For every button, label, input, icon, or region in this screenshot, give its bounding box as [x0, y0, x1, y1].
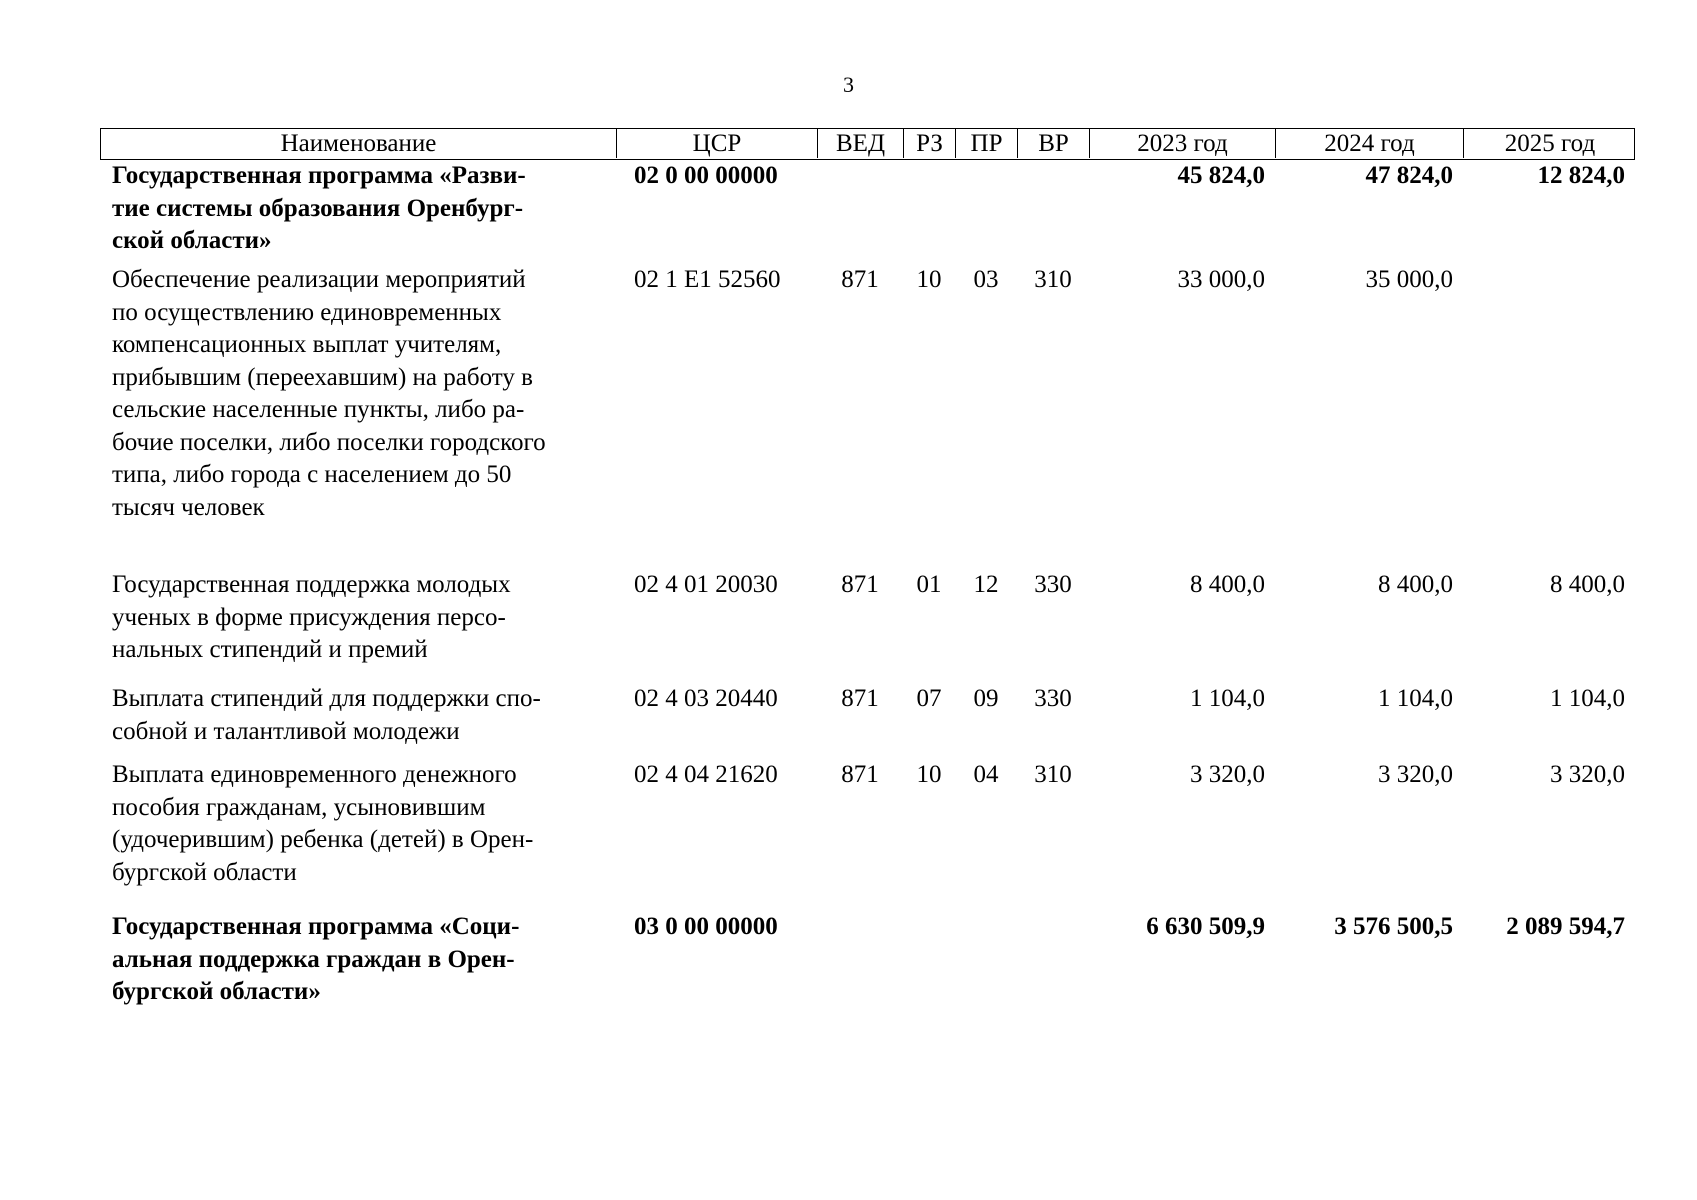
row-rz: 10: [916, 761, 942, 788]
row-vr: 330: [1034, 685, 1072, 712]
row-csr: 02 0 00 00000: [634, 162, 778, 189]
row-ved: 871: [841, 761, 879, 788]
row-ved: [817, 911, 903, 1015]
row-rz: 10: [916, 266, 942, 293]
table-row: [100, 160, 1635, 264]
row-vr: 310: [1034, 266, 1072, 293]
row-csr: 02 4 04 21620: [634, 761, 778, 788]
row-2023: 8 400,0: [1190, 571, 1265, 598]
row-pr: [955, 160, 1017, 264]
row-2023: 1 104,0: [1190, 685, 1265, 712]
row-2025: 8 400,0: [1550, 571, 1625, 598]
budget-table: [100, 128, 1635, 1015]
row-2024: 3 320,0: [1378, 761, 1453, 788]
row-rz: [903, 911, 955, 1015]
table-row: [100, 569, 1635, 683]
row-2024: 1 104,0: [1378, 685, 1453, 712]
row-2025: 1 104,0: [1550, 685, 1625, 712]
row-name: Государственная программа «Разви- тие системы образования Оренбург- ской области»: [112, 162, 526, 254]
row-vr: [1017, 911, 1089, 1015]
row-pr: 04: [973, 761, 999, 788]
header-vr: ВР: [1018, 129, 1090, 158]
row-ved: [817, 160, 903, 264]
row-rz: [903, 160, 955, 264]
row-2023: 3 320,0: [1190, 761, 1265, 788]
row-2024: 35 000,0: [1365, 266, 1453, 293]
row-2024: 47 824,0: [1365, 162, 1453, 189]
header-2024: 2024 год: [1276, 129, 1464, 158]
row-2024: 8 400,0: [1378, 571, 1453, 598]
row-2025: [1463, 264, 1635, 569]
page-number: 3: [843, 72, 854, 97]
table-row: [100, 911, 1635, 1015]
row-rz: 07: [916, 685, 942, 712]
header-csr: ЦСР: [617, 129, 818, 158]
row-2023: 6 630 509,9: [1146, 913, 1265, 940]
row-vr: 330: [1034, 571, 1072, 598]
row-name: Государственная поддержка молодых ученых в форме присуждения персо- нальных стипендий и премий: [112, 571, 511, 663]
row-csr: 02 1 E1 52560: [634, 266, 781, 293]
row-pr: 12: [973, 571, 999, 598]
row-vr: 310: [1034, 761, 1072, 788]
row-pr: [955, 911, 1017, 1015]
row-name: Государственная программа «Соци- альная поддержка граждан в Орен- бургской области»: [112, 913, 520, 1005]
header-2025: 2025 год: [1504, 130, 1596, 157]
row-2023: 33 000,0: [1177, 266, 1265, 293]
table-row: [100, 683, 1635, 759]
header-pr: ПР: [956, 129, 1018, 158]
row-csr: 02 4 03 20440: [634, 685, 778, 712]
header-rz: РЗ: [904, 129, 956, 158]
table-row: [100, 264, 1635, 569]
row-rz: 01: [916, 571, 942, 598]
row-name: Обеспечение реализации мероприятий по осуществлению единовременных компенсационных выплат учителям, прибывшим (переехавшим) на работу в сельские населенные пункты, либо ра- бочие поселки, либо поселки городского типа, либо города с населением до 50 тысяч человек: [112, 266, 546, 521]
row-2023: 45 824,0: [1177, 162, 1265, 189]
table-header: [100, 128, 1635, 160]
header-ved: ВЕД: [818, 129, 904, 158]
header-2023: 2023 год: [1090, 129, 1276, 158]
row-2025: 3 320,0: [1550, 761, 1625, 788]
row-vr: [1017, 160, 1089, 264]
row-2024: 3 576 500,5: [1334, 913, 1453, 940]
row-ved: 871: [841, 266, 879, 293]
row-2025: 12 824,0: [1537, 162, 1625, 189]
row-ved: 871: [841, 685, 879, 712]
row-name: Выплата единовременного денежного пособия гражданам, усыновившим (удочерившим) ребенка (детей) в Орен- бургской области: [112, 761, 534, 886]
row-pr: 03: [973, 266, 999, 293]
row-2025: 2 089 594,7: [1506, 913, 1625, 940]
row-name: Выплата стипендий для поддержки спо- собной и талантливой молодежи: [112, 685, 541, 745]
header-name: Наименование: [101, 129, 617, 158]
row-csr: 03 0 00 00000: [634, 913, 778, 940]
row-pr: 09: [973, 685, 999, 712]
table-row: [100, 759, 1635, 911]
row-csr: 02 4 01 20030: [634, 571, 778, 598]
row-ved: 871: [841, 571, 879, 598]
